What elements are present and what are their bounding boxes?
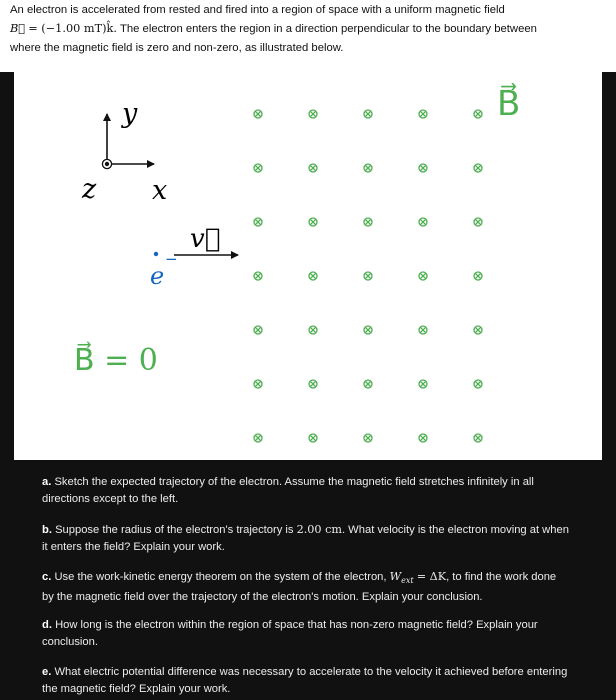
question-b-radius-value: 2.00 cm <box>296 523 342 536</box>
question-e-letter: e. <box>42 666 52 678</box>
question-c-letter: c. <box>42 571 52 583</box>
field-into-page-icon <box>364 434 372 442</box>
field-into-page-icon <box>364 326 372 334</box>
question-b-text-1-pre: Suppose the radius of the electron's trajectory is <box>55 524 294 536</box>
question-b-text-1-post: . What velocity is the electron moving at when <box>341 524 569 536</box>
question-e <box>42 664 602 698</box>
question-b-text-2: it enters the field? Explain your work. <box>42 541 225 553</box>
field-into-page-icon <box>254 326 262 334</box>
field-into-page-icon <box>364 380 372 388</box>
field-into-page-icon <box>254 272 262 280</box>
field-into-page-icon <box>419 380 427 388</box>
field-into-page-icon <box>474 218 482 226</box>
question-c-eq-sub: ext <box>401 576 414 586</box>
intro-line-2 <box>10 22 537 36</box>
field-into-page-icon <box>419 164 427 172</box>
intro-line-3: where the magnetic field is zero and non-zero, as illustrated below. <box>10 42 344 54</box>
field-into-page-icon <box>309 326 317 334</box>
field-into-page-icon <box>364 272 372 280</box>
field-into-page-icon <box>474 380 482 388</box>
question-d-text-1: How long is the electron within the region of space that has non-zero magnetic field? Explain your <box>55 619 538 631</box>
question-b-letter: b. <box>42 524 52 536</box>
electron-dot <box>154 252 158 256</box>
field-into-page-icon <box>254 434 262 442</box>
intro-line-1: An electron is accelerated from rested and fired into a region of space with a uniform magnetic field <box>10 4 505 16</box>
figure-diagram <box>14 72 602 460</box>
field-into-page-icon <box>419 434 427 442</box>
field-into-page-icon <box>309 110 317 118</box>
field-into-page-icon <box>419 110 427 118</box>
field-into-page-icon <box>474 434 482 442</box>
question-b <box>42 521 602 556</box>
question-panel <box>0 72 616 700</box>
question-d-letter: d. <box>42 619 52 631</box>
question-e-text-2: the magnetic field? Explain your work. <box>42 683 231 695</box>
field-into-page-icon <box>364 110 372 118</box>
intro-field-value: = (−1.00 mT)k̂. <box>28 22 117 35</box>
field-into-page-icon <box>419 272 427 280</box>
question-c-text-2: by the magnetic field over the trajectory of the electron's motion. Explain your conclusion. <box>42 591 483 604</box>
field-into-page-icon <box>254 380 262 388</box>
question-d-text-2: conclusion. <box>42 636 98 648</box>
field-into-page-icon <box>364 164 372 172</box>
question-a <box>42 474 602 508</box>
field-into-page-icon <box>254 218 262 226</box>
field-into-page-icon <box>254 164 262 172</box>
field-into-page-icon <box>419 218 427 226</box>
field-into-page-icon <box>474 164 482 172</box>
x-axis-label: x <box>152 175 168 206</box>
intro-line-2-rest: The electron enters the region in a direction perpendicular to the boundary between <box>119 23 537 35</box>
question-c-text-1-pre: Use the work-kinetic energy theorem on the system of the electron, <box>54 571 387 583</box>
field-into-page-icon <box>309 218 317 226</box>
field-into-page-icon <box>309 380 317 388</box>
figure <box>14 72 602 460</box>
field-into-page-icon <box>309 272 317 280</box>
field-into-page-icon <box>309 434 317 442</box>
question-c-text-1-post: , to find the work done <box>446 571 557 583</box>
question-c-eq-w: W <box>389 570 402 583</box>
field-into-page-icon <box>254 110 262 118</box>
question-a-letter: a. <box>42 476 52 488</box>
question-a-text-2: directions except to the left. <box>42 493 179 505</box>
field-into-page-icon <box>474 110 482 118</box>
magnetic-field-grid <box>254 110 482 442</box>
electron-label: e <box>150 262 165 290</box>
field-into-page-icon <box>474 272 482 280</box>
z-axis-label: z <box>82 174 97 205</box>
question-c-eq-rhs: = ΔK <box>416 570 447 583</box>
z-axis-dot-center <box>105 162 109 166</box>
velocity-label: v⃗ <box>190 224 221 254</box>
problem-intro <box>0 0 616 72</box>
field-into-page-icon <box>474 326 482 334</box>
field-label: B⃗ <box>497 84 521 124</box>
field-into-page-icon <box>364 218 372 226</box>
y-axis-label: y <box>122 98 138 129</box>
electron-charge-sign: − <box>165 250 178 268</box>
question-d <box>42 617 602 651</box>
question-e-text-1: What electric potential difference was necessary to accelerate to the velocity it achieved before entering <box>54 666 568 678</box>
zero-field-label: B⃗ = 0 <box>74 343 158 378</box>
field-into-page-icon <box>419 326 427 334</box>
question-c <box>42 568 602 606</box>
field-into-page-icon <box>309 164 317 172</box>
question-a-text-1: Sketch the expected trajectory of the electron. Assume the magnetic field stretches infinitely in all <box>54 476 534 488</box>
intro-field-symbol: B⃗ <box>10 22 26 35</box>
